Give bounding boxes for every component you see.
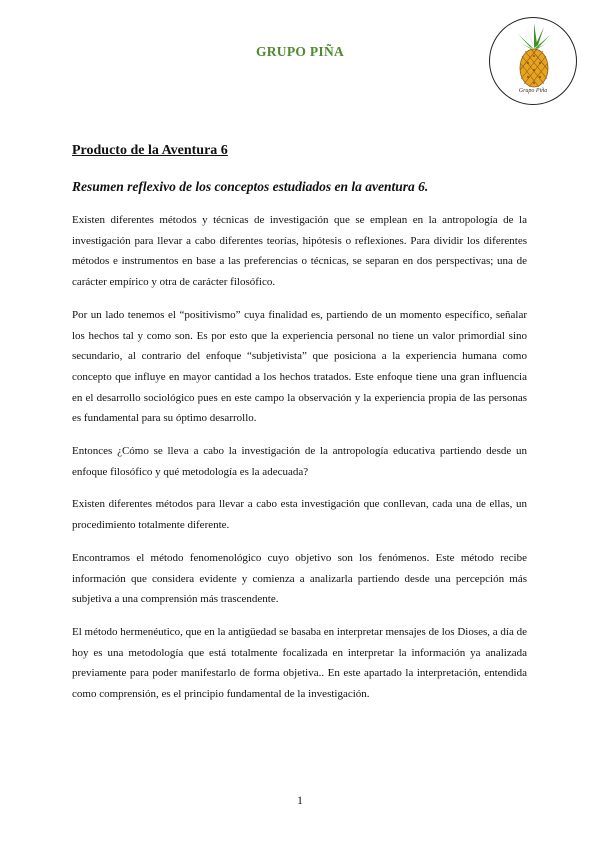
paragraph-hermeneutic: El método hermenéutico, que en la antigüedad se basaba en interpretar mensajes de los Dioses, a día de hoy es una metodología que está totalmente focalizada en interpretar la información ya analizada previamente para poder manifestarlo de forma objetiva.. En este apartado la interpretación, entendida como comprensión, es el principio fundamental de la investigación. bbox=[72, 625, 527, 701]
document-subheading: Resumen reflexivo de los conceptos estudiados en la aventura 6. bbox=[72, 179, 429, 194]
paragraph-positivism: Por un lado tenemos el “positivismo” cuya finalidad es, partiendo de un momento específico, señalar los hechos tal y como son. Es por esto que la experiencia personal no tiene un valor primordial sino secundario, al contrario del enfoque “subjetivista” que posiciona a la experiencia humana como concepto que influye en mayor cantidad a los hechos tratados. Este enfoque tiene una gran influencia en el desarrollo sociológico pues en este campo la observación y la experiencia propia de las personas es fundamental para su óptimo desarrollo. bbox=[72, 308, 527, 425]
paragraph-phenomenological: Encontramos el método fenomenológico cuyo objetivo son los fenómenos. Este método recibe información que considera evidente y comienza a analizarla partiendo desde una percepción más subjetiva a una comprensión más trascendente. bbox=[72, 551, 527, 606]
paragraph-methods-overview: Existen diferentes métodos para llevar a cabo esta investigación que conllevan, cada una de ellas, un procedimiento totalmente diferente. bbox=[72, 498, 527, 532]
group-title: GRUPO PIÑA bbox=[255, 44, 345, 59]
document-body bbox=[72, 210, 527, 717]
paragraph-methods-intro: Existen diferentes métodos y técnicas de investigación que se emplean en la antropología de la investigación para llevar a cabo diferentes teorías, hipótesis o reflexiones. Para dividir los diferentes métodos e instrumentos en base a las preferencias o técnicas, se separan en dos perspectivas; una de carácter empírico y otra de carácter filosófico. bbox=[72, 214, 527, 289]
group-logo bbox=[489, 17, 577, 105]
page-number: 1 bbox=[297, 795, 303, 807]
logo-caption: Grupo Piña bbox=[518, 88, 548, 94]
document-heading: Producto de la Aventura 6 bbox=[72, 143, 228, 158]
paragraph-question: Entonces ¿Cómo se lleva a cabo la investigación de la antropología educativa partiendo desde un enfoque filosófico y qué metodología es la adecuada? bbox=[72, 445, 527, 478]
